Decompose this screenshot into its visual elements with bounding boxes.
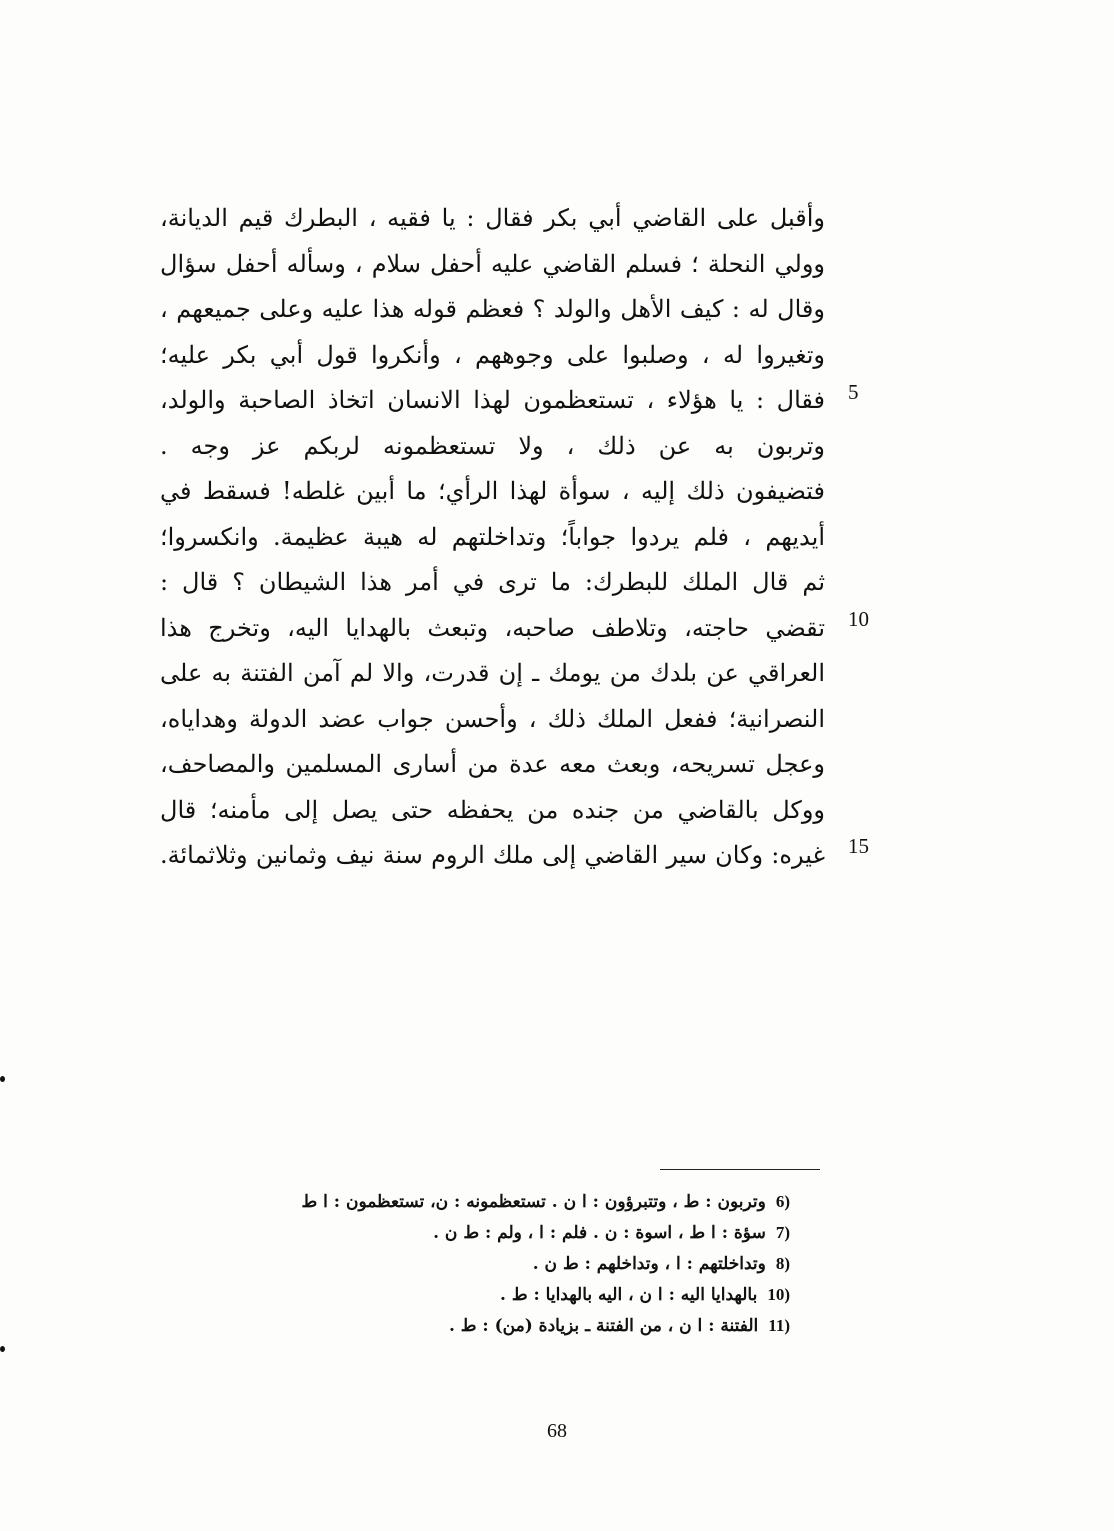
footnote-text: وتداخلتهم : ا ، وتداخلهم : ط ن .: [532, 1254, 766, 1274]
text-line: وعجل تسريحه، وبعث معه عدة من أسارى المسلمين والمصاحف،: [160, 750, 825, 778]
line-number: 10: [848, 607, 869, 631]
footnote-separator: [660, 1169, 820, 1170]
footnote-text: بالهدايا اليه : ا ن ، اليه بالهدايا : ط .: [499, 1285, 758, 1305]
text-line: العراقي عن بلدك من يومك ـ إن قدرت، والا لم آمن الفتنة به على: [160, 659, 825, 687]
line-number: 15: [848, 834, 869, 858]
footnote-number: 11): [768, 1316, 790, 1335]
footnote-number: 6): [775, 1192, 790, 1211]
line-number: 5: [848, 380, 859, 404]
text-line: ثم قال الملك للبطرك: ما ترى في أمر هذا الشيطان ؟ قال :: [160, 568, 825, 596]
footnote-number: 10): [767, 1285, 790, 1304]
footnote: [150, 1186, 790, 1217]
footnote: [150, 1279, 790, 1310]
text-line: فقال : يا هؤلاء ، تستعظمون لهذا الانسان اتخاذ الصاحبة والولد،: [160, 386, 825, 414]
text-line: وتغيروا له ، وصلبوا على وجوههم ، وأنكروا قول أبي بكر عليه؛: [160, 340, 825, 369]
footnote-number: 8): [775, 1254, 790, 1273]
text-line: وتربون به عن ذلك ، ولا تستعظمونه لربكم عز وجه .: [160, 431, 825, 460]
text-line: غيره: وكان سير القاضي إلى ملك الروم سنة نيف وثمانين وثلاثمائة.: [160, 841, 825, 869]
main-text: [160, 196, 825, 879]
text-line: وقال له : كيف الأهل والولد ؟ فعظم قوله هذا عليه وعلى جميعهم ،: [160, 295, 825, 323]
footnotes: [150, 1186, 790, 1341]
scan-speck: [0, 1076, 5, 1082]
footnote-text: سؤة : ا ط ، اسوة : ن . فلم : ا ، ولم : ط ن .: [433, 1223, 766, 1243]
text-line: فتضيفون ذلك إليه ، سوأة لهذا الرأي؛ ما أبين غلطه! فسقط في: [160, 477, 825, 505]
text-line: وولي النحلة ؛ فسلم القاضي عليه أحفل سلام ، وسأله أحفل سؤال: [160, 249, 825, 278]
scan-speck: [0, 1346, 5, 1352]
text-line: تقضي حاجته، وتلاطف صاحبه، وتبعث بالهدايا اليه، وتخرج هذا: [160, 613, 825, 642]
text-line: ووكل بالقاضي من جنده من يحفظه حتى يصل إلى مأمنه؛ قال: [160, 795, 825, 824]
text-line: النصرانية؛ ففعل الملك ذلك ، وأحسن جواب عضد الدولة وهداياه،: [160, 704, 825, 733]
footnote: [150, 1248, 790, 1279]
footnote-text: الفتنة : ا ن ، من الفتنة ـ بزيادة (من) : ط .: [448, 1316, 759, 1336]
page-number: 68: [547, 1420, 567, 1442]
text-line: أيديهم ، فلم يردوا جواباً؛ وتداخلتهم له هيبة عظيمة. وانكسروا؛: [160, 522, 825, 551]
footnote-number: 7): [775, 1223, 790, 1242]
footnote: [150, 1310, 790, 1341]
footnote-text: وتربون : ط ، وتتبرؤون : ا ن . تستعظمونه : ن، تستعظمون : ا ط: [301, 1192, 766, 1212]
text-line: وأقبل على القاضي أبي بكر فقال : يا فقيه ، البطرك قيم الديانة،: [160, 204, 825, 232]
footnote: [150, 1217, 790, 1248]
